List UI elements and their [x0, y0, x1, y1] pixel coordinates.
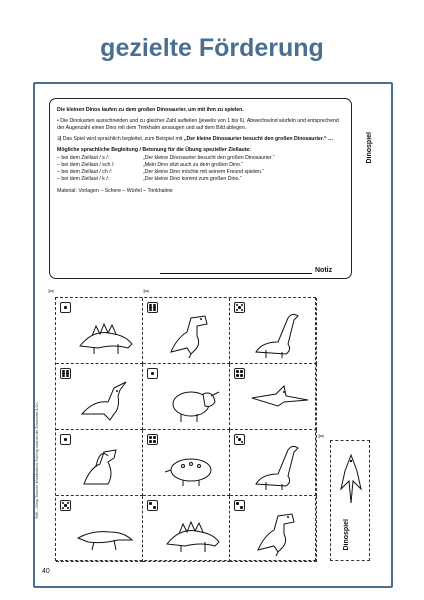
sound-key: – bei dem Ziellaut / s /:: [57, 155, 110, 161]
dice-pip: [149, 309, 151, 311]
dino-card: [56, 364, 143, 430]
dice-pip: [153, 440, 155, 442]
dice-pip: [64, 306, 66, 308]
dice-pip: [236, 309, 238, 311]
dice-pip: [236, 374, 238, 376]
dice-icon: [234, 434, 245, 445]
brachiosaurus-icon: [248, 308, 310, 358]
t-rex-icon: [248, 506, 310, 556]
pterodactyl-icon: [248, 374, 310, 424]
dice-icon: [147, 434, 158, 445]
dino-card: [230, 430, 317, 496]
dice-pip: [62, 507, 64, 509]
sound-value: „Mein Dino sitzt auch zu dem großen Dino.“: [143, 162, 244, 168]
sound-value: „Der kleine Dinosaurier besucht den großen Dinosaurier.“: [143, 155, 275, 161]
spinosaurus-icon: [74, 440, 136, 490]
dice-icon: [60, 368, 71, 379]
sound-value: „Der kleine Dino kommt zum großen Dino.“: [143, 176, 242, 182]
stegosaurus-icon: [74, 308, 136, 358]
sound-row: [57, 169, 343, 176]
scissors-icon: ✂: [48, 287, 55, 296]
dice-pip: [153, 506, 155, 508]
dice-icon: [234, 500, 245, 511]
dino-card: [56, 298, 143, 364]
dice-pip: [153, 436, 155, 438]
dice-icon: [60, 500, 71, 511]
brachiosaurus-icon: [248, 440, 310, 490]
dino-card: [56, 496, 143, 562]
speech-icon: ⇶: [57, 136, 63, 142]
speech-prefix: Das Spiel wird sprachlich begleitet, zum Beispiel mit: [62, 136, 184, 142]
dino-card: [230, 496, 317, 562]
dice-icon: [234, 368, 245, 379]
page-number: 40: [42, 568, 50, 575]
dino-card: [143, 430, 230, 496]
dice-icon: [234, 302, 245, 313]
dice-pip: [240, 374, 242, 376]
t-rex-icon: [161, 308, 223, 358]
info-tab-label: Dinospiel: [366, 132, 373, 164]
dice-icon: [60, 434, 71, 445]
dice-icon: [147, 500, 158, 511]
dice-pip: [64, 438, 66, 440]
parasaurolophus-icon: [74, 374, 136, 424]
options-heading: Mögliche sprachliche Begleitung / Betonung für die Übung spezieller Ziellaute:: [57, 147, 251, 153]
dice-pip: [240, 506, 242, 508]
dice-pip: [149, 502, 151, 504]
dino-card: [143, 496, 230, 562]
dino-card: [230, 298, 317, 364]
speech-text: [57, 136, 343, 143]
dino-card-grid: [55, 297, 316, 561]
dice-pip: [236, 370, 238, 372]
intro-text: Die kleinen Dinos laufen zu dem großen Dinosaurier, um mit ihm zu spielen.: [57, 107, 244, 113]
dice-pip: [66, 375, 68, 377]
dino-card: [143, 364, 230, 430]
side-card-label: Dinospiel: [343, 519, 350, 551]
instruction-text: • Die Dinokarten ausschneiden und zu gleicher Zahl aufteilen (jeweils von 1 bis 6). Abwechselnd würfeln und entsprechend der Augenzahl einen Dino mit dem Trinkhalm ansaugen und auf dem Bild ablegen.: [57, 118, 339, 131]
speech-example: „Der kleine Dinosaurier besucht den großen Dinosaurier.“ …: [183, 136, 334, 142]
dice-pip: [67, 502, 69, 504]
dice-icon: [147, 302, 158, 313]
dice-pip: [238, 306, 240, 308]
ankylosaurus-icon: [161, 440, 223, 490]
dice-pip: [64, 504, 66, 506]
stegosaurus-icon: [161, 506, 223, 556]
sound-list: [57, 155, 343, 183]
dice-pip: [153, 309, 155, 311]
sound-row: [57, 162, 343, 169]
sound-row: [57, 155, 343, 162]
dice-pip: [62, 375, 64, 377]
notiz-label: Notiz: [315, 267, 333, 274]
dice-icon: [60, 302, 71, 313]
dice-pip: [238, 438, 240, 440]
dice-pip: [241, 441, 243, 443]
scissors-icon: ✂: [143, 287, 150, 296]
dino-card: [143, 298, 230, 364]
dice-pip: [241, 304, 243, 306]
notiz-line: [160, 266, 340, 276]
sound-key: – bei dem Ziellaut / k /:: [57, 176, 110, 182]
dino-card: [56, 430, 143, 496]
dice-pip: [151, 372, 153, 374]
sound-value: „Der kleine Dino möchte mit seinem Freund spielen.“: [143, 169, 265, 175]
side-card: [330, 440, 370, 561]
crocodile-dino-icon: [74, 506, 136, 556]
dice-pip: [241, 309, 243, 311]
notiz-rule: [160, 273, 312, 274]
page-title: gezielte Förderung: [100, 34, 324, 62]
sound-key: – bei dem Ziellaut / ch /:: [57, 169, 113, 175]
sound-row: [57, 176, 343, 183]
dice-pip: [149, 440, 151, 442]
sound-key: – bei dem Ziellaut / sch /:: [57, 162, 115, 168]
dice-pip: [149, 436, 151, 438]
dice-pip: [67, 507, 69, 509]
credit-line: BVK – Sonja Thomas: Mundmotorik-Training rund um die Zirkusreise & Co.: [35, 402, 39, 519]
dice-pip: [240, 370, 242, 372]
dice-pip: [236, 502, 238, 504]
triceratops-icon: [161, 374, 223, 424]
scissors-icon: ✂: [318, 432, 325, 441]
dino-card: [230, 364, 317, 430]
info-box: [49, 98, 352, 279]
material-text: Material: Vorlagen – Schere – Würfel – Trinkhalme: [57, 188, 173, 194]
dice-icon: [147, 368, 158, 379]
pterodactyl-icon: [337, 451, 365, 511]
